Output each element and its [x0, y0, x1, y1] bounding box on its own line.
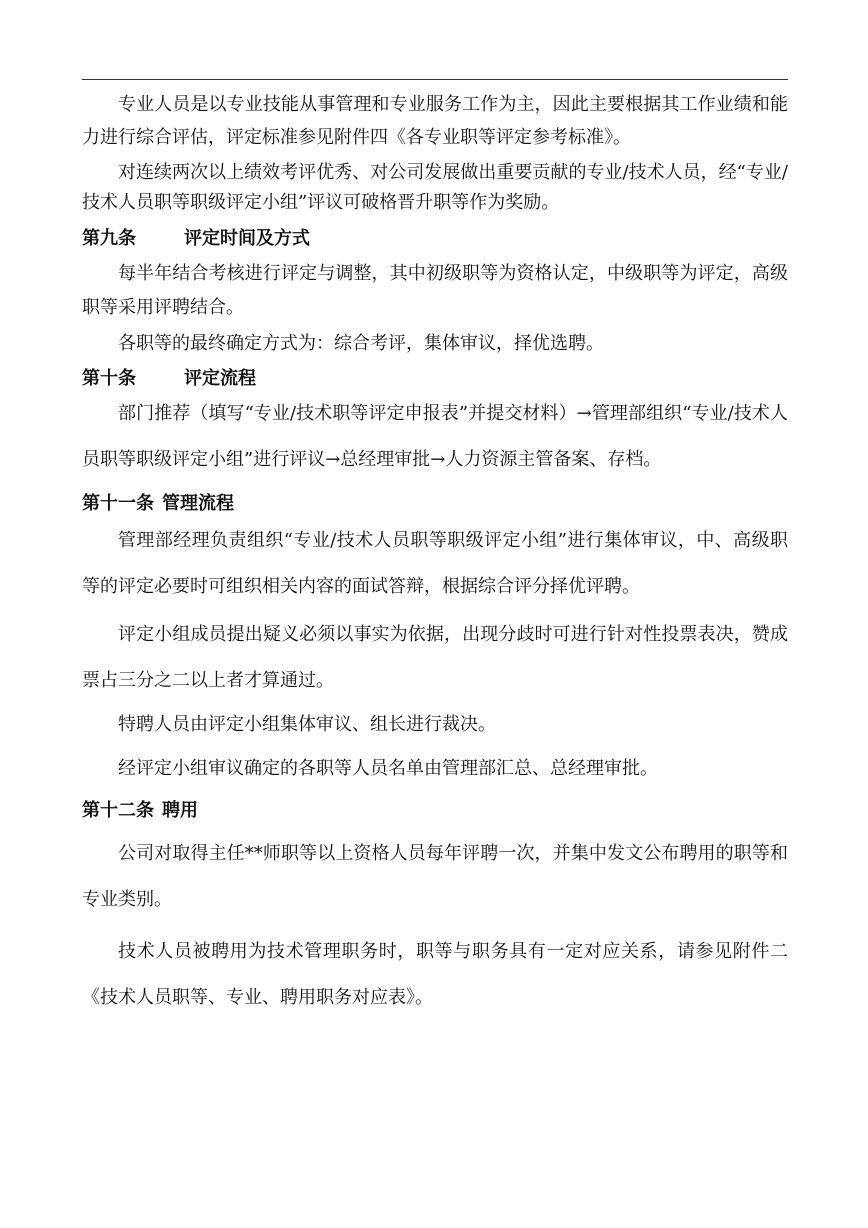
article-11-title: 管理流程	[162, 493, 234, 514]
article-9-title: 评定时间及方式	[184, 228, 310, 249]
intro-paragraph-1: 专业人员是以专业技能从事管理和专业服务工作为主，因此主要根据其工作业绩和能力进行综合评估，评定标准参见附件四《各专业职等评定参考标准》。	[82, 94, 788, 148]
intro-paragraph-2: 对连续两次以上绩效考评优秀、对公司发展做出重要贡献的专业/技术人员，经“专业/技术人员职等职级评定小组”评议可破格晋升职等作为奖励。	[82, 162, 788, 213]
article-11-heading	[82, 487, 788, 520]
article-11-paragraph-2: 评定小组成员提出疑义必须以事实为依据，出现分歧时可进行针对性投票表决，赞成票占三分之二以上者才算通过。	[82, 624, 788, 691]
article-12-heading	[82, 794, 788, 827]
article-10-number: 第十条	[82, 368, 136, 389]
article-9-paragraph-2: 各职等的最终确定方式为：综合考评，集体审议，择优选聘。	[118, 333, 604, 354]
article-11-paragraph-1: 管理部经理负责组织“专业/技术人员职等职级评定小组”进行集体审议，中、高级职等的评定必要时可组织相关内容的面试答辩，根据综合评分择优评聘。	[82, 530, 788, 597]
article-9-paragraph-1: 每半年结合考核进行评定与调整，其中初级职等为资格认定，中级职等为评定，高级职等采用评聘结合。	[82, 263, 788, 318]
article-10-title: 评定流程	[184, 368, 256, 389]
article-11-number: 第十一条	[82, 493, 154, 514]
article-10-paragraph-1: 部门推荐（填写“专业/技术职等评定申报表”并提交材料）→管理部组织“专业/技术人员职等职级评定小组”进行评议→总经理审批→人力资源主管备案、存档。	[82, 403, 788, 470]
article-9-number: 第九条	[82, 228, 136, 249]
article-12-title: 聘用	[162, 800, 198, 821]
header-rule	[82, 79, 788, 80]
article-11-paragraph-3: 特聘人员由评定小组集体审议、组长进行裁决。	[118, 714, 496, 735]
article-12-paragraph-1: 公司对取得主任**师职等以上资格人员每年评聘一次，并集中发文公布聘用的职等和专业类别。	[82, 843, 788, 910]
document-body	[82, 88, 788, 1021]
article-9-heading	[82, 222, 788, 255]
article-12-paragraph-2: 技术人员被聘用为技术管理职务时，职等与职务具有一定对应关系，请参见附件二《技术人员职等、专业、聘用职务对应表》。	[82, 941, 788, 1008]
article-11-paragraph-4: 经评定小组审议确定的各职等人员名单由管理部汇总、总经理审批。	[118, 758, 658, 779]
article-12-number: 第十二条	[82, 800, 154, 821]
